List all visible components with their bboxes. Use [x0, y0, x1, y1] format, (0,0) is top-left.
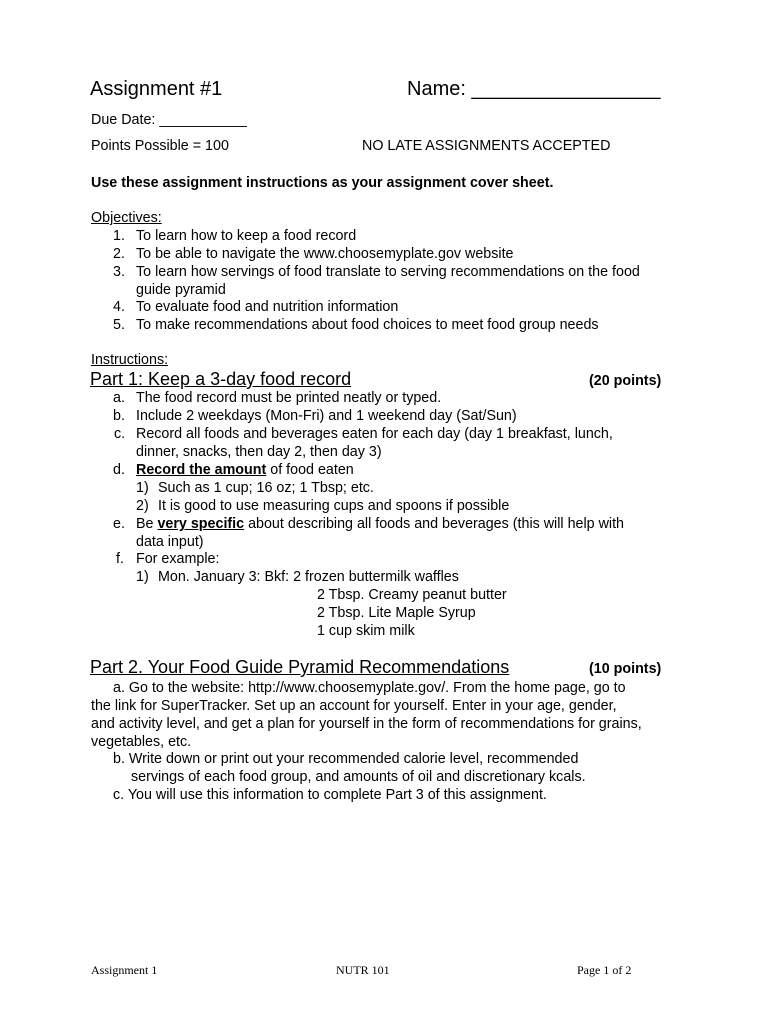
part2-item-a-continued: the link for SuperTracker. Set up an account for yourself. Enter in your age, gender,: [91, 698, 617, 714]
item-letter: d.: [113, 462, 125, 478]
late-notice: NO LATE ASSIGNMENTS ACCEPTED: [362, 138, 611, 154]
part1-item-d2: It is good to use measuring cups and spoons if possible: [158, 498, 510, 514]
objective-item: To learn how servings of food translate to serving recommendations on the food: [136, 264, 640, 280]
name-field-label: Name: _________________: [407, 78, 661, 100]
part1-points: (20 points): [589, 373, 662, 389]
part1-item-e-pre: Be: [136, 516, 158, 532]
record-amount-emphasis: Record the amount: [136, 462, 267, 478]
item-letter: f.: [116, 551, 124, 567]
objectives-heading: Objectives:: [91, 210, 162, 226]
part1-item-b: Include 2 weekdays (Mon-Fri) and 1 weekend day (Sat/Sun): [136, 408, 517, 424]
part1-item-f: For example:: [136, 551, 220, 567]
part1-title: Part 1: Keep a 3-day food record: [90, 369, 352, 389]
part1-item-d-rest: of food eaten: [266, 462, 354, 478]
part1-item-e-rest: about describing all foods and beverages (this will help with: [244, 516, 624, 532]
part1-item-c: Record all foods and beverages eaten for each day (day 1 breakfast, lunch,: [136, 426, 613, 442]
points-possible: Points Possible = 100: [91, 138, 229, 154]
part2-title: Part 2. Your Food Guide Pyramid Recommendations: [90, 657, 510, 677]
sub-number: 2): [136, 498, 149, 514]
part1-item-c-continued: dinner, snacks, then day 2, then day 3): [136, 444, 382, 460]
due-date-label: Due Date: ___________: [91, 112, 247, 128]
example-line: 1 cup skim milk: [317, 623, 415, 639]
item-letter: a.: [113, 390, 125, 406]
item-letter: e.: [113, 516, 125, 532]
very-specific-emphasis: very specific: [157, 516, 245, 532]
part2-item-a: a. Go to the website: http://www.choosemyplate.gov/. From the home page, go to: [113, 680, 626, 696]
part2-item-b-continued: servings of each food group, and amounts of oil and discretionary kcals.: [131, 769, 586, 785]
objective-item: To evaluate food and nutrition information: [136, 299, 399, 315]
objective-number: 5.: [113, 317, 125, 333]
footer-page-number: Page 1 of 2: [577, 963, 632, 977]
part2-points: (10 points): [589, 661, 662, 677]
sub-number: 1): [136, 480, 149, 496]
part2-item-a-continued: vegetables, etc.: [91, 734, 192, 750]
part1-item-e-continued: data input): [136, 534, 204, 550]
objective-item: To learn how to keep a food record: [136, 228, 357, 244]
objective-number: 3.: [113, 264, 125, 280]
objective-item: To make recommendations about food choices to meet food group needs: [136, 317, 599, 333]
example-line: 2 Tbsp. Creamy peanut butter: [317, 587, 507, 603]
assignment-title: Assignment #1: [90, 78, 223, 100]
part1-item-d: [136, 462, 354, 479]
sub-number: 1): [136, 569, 149, 585]
footer-center: NUTR 101: [336, 963, 390, 977]
part1-item-a: The food record must be printed neatly or typed.: [136, 390, 442, 406]
objective-item: To be able to navigate the www.choosemyplate.gov website: [136, 246, 514, 262]
example-lead: Mon. January 3: Bkf: 2 frozen buttermilk waffles: [158, 569, 459, 585]
objective-number: 4.: [113, 299, 125, 315]
example-line: 2 Tbsp. Lite Maple Syrup: [317, 605, 476, 621]
footer-left: Assignment 1: [91, 963, 158, 977]
item-letter: b.: [113, 408, 125, 424]
part1-item-d1: Such as 1 cup; 16 oz; 1 Tbsp; etc.: [158, 480, 374, 496]
instructions-heading: Instructions:: [91, 352, 169, 368]
cover-note: Use these assignment instructions as your assignment cover sheet.: [91, 175, 554, 191]
objective-number: 2.: [113, 246, 125, 262]
item-letter: c.: [114, 426, 126, 442]
part2-item-a-continued: and activity level, and get a plan for yourself in the form of recommendations for grains,: [91, 716, 642, 732]
objective-item-continued: guide pyramid: [136, 282, 226, 298]
part1-item-e: [136, 516, 624, 533]
objective-number: 1.: [113, 228, 125, 244]
part2-item-b: b. Write down or print out your recommended calorie level, recommended: [113, 751, 579, 767]
part2-item-c: c. You will use this information to complete Part 3 of this assignment.: [113, 787, 547, 803]
